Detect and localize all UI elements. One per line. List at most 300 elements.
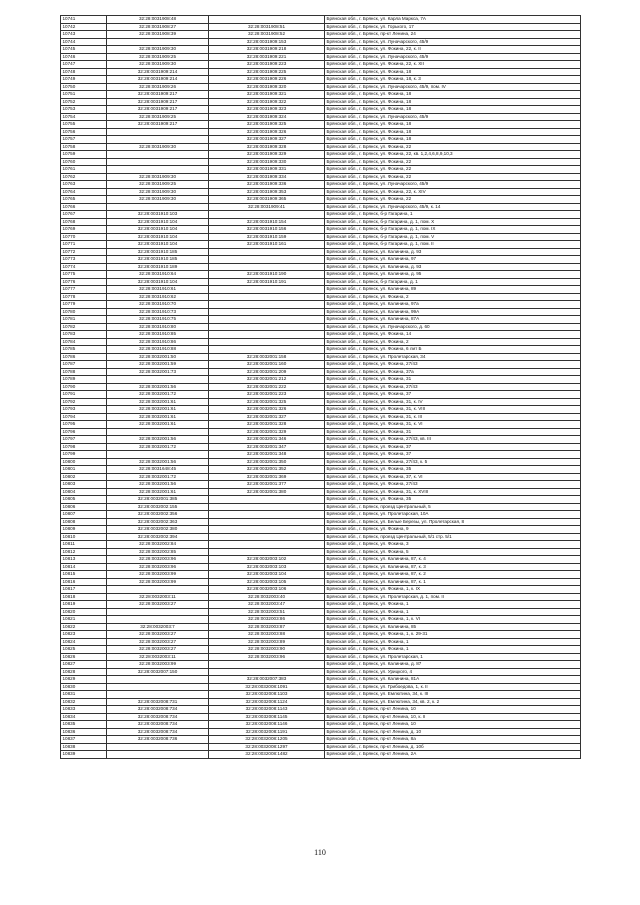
land-plot-number-cell: 32:28:0032002:85 <box>107 548 209 556</box>
row-number-cell: 10741 <box>61 16 107 24</box>
table-row <box>61 113 581 121</box>
land-plot-number-cell: 32:28:0031910:103 <box>107 211 209 219</box>
land-plot-number-cell: 32:28:0031909:30 <box>107 188 209 196</box>
object-number-cell: 32:28:0032001:209 <box>209 368 325 376</box>
address-cell: Брянская обл., г. Брянск, ул. Фокина, 22 <box>325 196 581 204</box>
address-cell: Брянская обл., г. Брянск, б-р Гагарина, д. 1, пом. IX <box>325 226 581 234</box>
row-number-cell: 10772 <box>61 248 107 256</box>
address-cell: Брянская обл., г. Брянск, ул. Фокина, 22 <box>325 158 581 166</box>
table-row <box>61 323 581 331</box>
page-number: 110 <box>314 848 326 857</box>
land-plot-number-cell: 32:28:0031910:61 <box>107 286 209 294</box>
row-number-cell: 10749 <box>61 76 107 84</box>
land-plot-number-cell: 32:28:0032001:59 <box>107 361 209 369</box>
land-plot-number-cell <box>107 676 209 684</box>
address-cell: Брянская обл., г. Брянск, ул. Фокина, 31, к. XVIII <box>325 488 581 496</box>
object-number-cell: 32:28:0032001:329 <box>209 428 325 436</box>
land-plot-number-cell: 32:28:0032008:736 <box>107 736 209 744</box>
row-number-cell: 10791 <box>61 391 107 399</box>
row-number-cell: 10789 <box>61 376 107 384</box>
land-plot-number-cell: 32:28:0031909:217 <box>107 121 209 129</box>
land-plot-number-cell: 32:28:0032007:150 <box>107 668 209 676</box>
land-plot-number-cell: 32:28:0032003:27 <box>107 646 209 654</box>
object-number-cell: 32:28:0031910:156 <box>209 226 325 234</box>
address-cell: Брянская обл., г. Брянск, ул. Фокина, 1 <box>325 601 581 609</box>
land-plot-number-cell <box>107 691 209 699</box>
table-row <box>61 76 581 84</box>
row-number-cell: 10743 <box>61 31 107 39</box>
address-cell: Брянская обл., г. Брянск, ул. Фокина, 22, кв. 1,2,4,6,8,9,10,3 <box>325 151 581 159</box>
object-number-cell <box>209 16 325 24</box>
object-number-cell: 32:28:0032003:103 <box>209 563 325 571</box>
table-row <box>61 601 581 609</box>
land-plot-number-cell <box>107 616 209 624</box>
address-cell: Брянская обл., г. Брянск, ул. Фокина, 22, к. XII <box>325 61 581 69</box>
address-cell: Брянская обл., г. Брянск, ул. Калинина, 81А <box>325 676 581 684</box>
row-number-cell: 10767 <box>61 211 107 219</box>
address-cell: Брянская обл., г. Брянск, ул. Фокина, 5 <box>325 548 581 556</box>
object-number-cell <box>209 548 325 556</box>
object-number-cell <box>209 338 325 346</box>
land-plot-number-cell: 32:28:0032001:56 <box>107 436 209 444</box>
table-row <box>61 721 581 729</box>
table-row <box>61 683 581 691</box>
object-number-cell <box>209 526 325 534</box>
table-row <box>61 248 581 256</box>
land-plot-number-cell: 32:28:0031909:30 <box>107 46 209 54</box>
object-number-cell: 32:28:0032003:106 <box>209 586 325 594</box>
table-row <box>61 593 581 601</box>
address-cell: Брянская обл., г. Брянск, ул. Фокина, 18 <box>325 106 581 114</box>
table-row <box>61 91 581 99</box>
object-number-cell: 32:28:0032001:348 <box>209 451 325 459</box>
object-number-cell: 32:28:0032001:222 <box>209 383 325 391</box>
table-row <box>61 361 581 369</box>
row-number-cell: 10820 <box>61 608 107 616</box>
address-cell: Брянская обл., г. Брянск, ул. Пролетарская, 1 <box>325 653 581 661</box>
table-row <box>61 196 581 204</box>
row-number-cell: 10753 <box>61 106 107 114</box>
land-plot-number-cell: 32:28:0031910:104 <box>107 218 209 226</box>
address-cell: Брянская обл., г. Брянск, проезд Центральный, 5/1 стр. 5/1 <box>325 533 581 541</box>
table-row <box>61 608 581 616</box>
address-cell: Брянская обл., г. Брянск, ул. Белые Березы, ул. Пролетарская, 8 <box>325 518 581 526</box>
address-cell: Брянская обл., г. Брянск, ул. Фокина, 27/43, к. 5 <box>325 458 581 466</box>
table-row <box>61 638 581 646</box>
address-cell: Брянская обл., г. Брянск, ул. Фокина, 37а <box>325 368 581 376</box>
address-cell: Брянская обл., г. Брянск, ул. Калинина, д. 87 <box>325 661 581 669</box>
row-number-cell: 10780 <box>61 308 107 316</box>
object-number-cell: 32:28:0032001:352 <box>209 466 325 474</box>
address-cell: Брянская обл., г. Брянск, ул. Фокина, 31, к. VIII <box>325 406 581 414</box>
row-number-cell: 10809 <box>61 526 107 534</box>
table-row <box>61 421 581 429</box>
table-row <box>61 173 581 181</box>
land-plot-number-cell: 32:28:0031910:70 <box>107 301 209 309</box>
land-plot-number-cell: 32:28:0032001:56 <box>107 383 209 391</box>
row-number-cell: 10799 <box>61 451 107 459</box>
land-plot-number-cell: 32:28:0032002:380 <box>107 526 209 534</box>
object-number-cell: 32:28:0032001:347 <box>209 443 325 451</box>
object-number-cell: 32:28:0032001:327 <box>209 413 325 421</box>
object-number-cell: 32:28:0031909:223 <box>209 61 325 69</box>
land-plot-number-cell: 32:28:0032008:734 <box>107 713 209 721</box>
address-cell: Брянская обл., г. Брянск, ул. Фокина, 1 <box>325 646 581 654</box>
land-plot-number-cell <box>107 151 209 159</box>
table-row <box>61 391 581 399</box>
object-number-cell <box>209 286 325 294</box>
land-plot-number-cell: 32:28:0032003:11 <box>107 593 209 601</box>
address-cell: Брянская обл., г. Брянск, ул. Фокина, 22 <box>325 166 581 174</box>
object-number-cell <box>209 661 325 669</box>
object-number-cell: 32:28:0032001:380 <box>209 488 325 496</box>
row-number-cell: 10834 <box>61 713 107 721</box>
row-number-cell: 10746 <box>61 53 107 61</box>
land-plot-number-cell: 32:28:0032001:61 <box>107 413 209 421</box>
object-number-cell: 32:28:0031909:324 <box>209 113 325 121</box>
table-row <box>61 706 581 714</box>
land-plot-number-cell: 32:28:0032001:61 <box>107 421 209 429</box>
table-row <box>61 61 581 69</box>
table-row <box>61 31 581 39</box>
address-cell: Брянская обл., г. Брянск, ул. Луначарского, д. 60 <box>325 323 581 331</box>
table-row <box>61 578 581 586</box>
row-number-cell: 10813 <box>61 556 107 564</box>
land-plot-number-cell <box>107 128 209 136</box>
object-number-cell: 32:28:0031910:190 <box>209 271 325 279</box>
land-plot-number-cell: 32:28:0031909:25 <box>107 181 209 189</box>
row-number-cell: 10802 <box>61 473 107 481</box>
table-row <box>61 413 581 421</box>
land-plot-number-cell: 32:28:0031910:64 <box>107 271 209 279</box>
row-number-cell: 10794 <box>61 413 107 421</box>
table-row <box>61 428 581 436</box>
table-row <box>61 53 581 61</box>
table-row <box>61 83 581 91</box>
row-number-cell: 10839 <box>61 751 107 759</box>
land-plot-number-cell <box>107 203 209 211</box>
row-number-cell: 10827 <box>61 661 107 669</box>
object-number-cell <box>209 256 325 264</box>
table-row <box>61 151 581 159</box>
object-number-cell: 32:28:0032003:96 <box>209 653 325 661</box>
table-row <box>61 158 581 166</box>
land-plot-number-cell: 32:28:0031910:80 <box>107 323 209 331</box>
row-number-cell: 10742 <box>61 23 107 31</box>
object-number-cell: 32:28:0031909:153 <box>209 38 325 46</box>
address-cell: Брянская обл., г. Брянск, ул. Фокина, 22 <box>325 143 581 151</box>
address-cell: Брянская обл., г. Брянск, пр-кт Ленина, 2А <box>325 751 581 759</box>
row-number-cell: 10775 <box>61 271 107 279</box>
object-number-cell: 32:28:0031910:161 <box>209 241 325 249</box>
land-plot-number-cell: 32:28:0032001:72 <box>107 443 209 451</box>
table-row <box>61 106 581 114</box>
table-row <box>61 68 581 76</box>
land-plot-number-cell: 32:28:0031908:39 <box>107 31 209 39</box>
address-cell: Брянская обл., г. Брянск, ул. Горького, 17 <box>325 23 581 31</box>
row-number-cell: 10776 <box>61 278 107 286</box>
object-number-cell: 32:28:0032001:346 <box>209 436 325 444</box>
registry-table <box>60 15 581 759</box>
table-row <box>61 16 581 24</box>
table-row <box>61 38 581 46</box>
address-cell: Брянская обл., г. Брянск, ул. Калинина, 85 <box>325 623 581 631</box>
address-cell: Брянская обл., г. Брянск, ул. Фокина, 18, к. 3 <box>325 76 581 84</box>
land-plot-number-cell <box>107 38 209 46</box>
address-cell: Брянская обл., г. Брянск, ул. Фокина, 18 <box>325 98 581 106</box>
object-number-cell: 32:28:0031909:331 <box>209 166 325 174</box>
table-row <box>61 623 581 631</box>
land-plot-number-cell: 32:28:0031648:45 <box>107 466 209 474</box>
row-number-cell: 10824 <box>61 638 107 646</box>
address-cell: Брянская обл., г. Брянск, ул. Фокина, 18 <box>325 128 581 136</box>
land-plot-number-cell: 32:28:0031909:30 <box>107 173 209 181</box>
row-number-cell: 10783 <box>61 331 107 339</box>
row-number-cell: 10774 <box>61 263 107 271</box>
row-number-cell: 10777 <box>61 286 107 294</box>
address-cell: Брянская обл., г. Брянск, ул. Фокина, 18 <box>325 91 581 99</box>
land-plot-number-cell: 32:28:0032001:61 <box>107 488 209 496</box>
row-number-cell: 10826 <box>61 653 107 661</box>
land-plot-number-cell <box>107 451 209 459</box>
land-plot-number-cell: 32:28:0032003:96 <box>107 563 209 571</box>
object-number-cell: 32:28:0032003:105 <box>209 578 325 586</box>
row-number-cell: 10771 <box>61 241 107 249</box>
table-row <box>61 503 581 511</box>
row-number-cell: 10831 <box>61 691 107 699</box>
land-plot-number-cell: 32:28:0031910:104 <box>107 278 209 286</box>
address-cell: Брянская обл., г. Брянск, ул. Калинина, 87, к. 3 <box>325 563 581 571</box>
table-row <box>61 368 581 376</box>
address-cell: Брянская обл., г. Брянск, пр-кт Ленина, д. 10 <box>325 728 581 736</box>
table-row <box>61 676 581 684</box>
land-plot-number-cell: 32:28:0032001:61 <box>107 398 209 406</box>
table-row <box>61 278 581 286</box>
land-plot-number-cell: 32:28:0031910:75 <box>107 316 209 324</box>
land-plot-number-cell: 32:28:0031910:104 <box>107 241 209 249</box>
object-number-cell: 32:28:0032008:1482 <box>209 751 325 759</box>
address-cell: Брянская обл., г. Брянск, ул. Фокина, 35 <box>325 496 581 504</box>
object-number-cell <box>209 518 325 526</box>
land-plot-number-cell: 32:28:0031910:85 <box>107 331 209 339</box>
land-plot-number-cell <box>107 158 209 166</box>
land-plot-number-cell: 32:28:0031909:217 <box>107 98 209 106</box>
land-plot-number-cell: 32:28:0031909:25 <box>107 113 209 121</box>
table-row <box>61 616 581 624</box>
object-number-cell: 32:28:0032008:1145 <box>209 713 325 721</box>
table-row <box>61 316 581 324</box>
row-number-cell: 10761 <box>61 166 107 174</box>
table-row <box>61 271 581 279</box>
land-plot-number-cell <box>107 428 209 436</box>
row-number-cell: 10830 <box>61 683 107 691</box>
table-row <box>61 188 581 196</box>
row-number-cell: 10808 <box>61 518 107 526</box>
object-number-cell <box>209 308 325 316</box>
address-cell: Брянская обл., г. Брянск, ул. Фокина, 31 <box>325 376 581 384</box>
address-cell: Брянская обл., г. Брянск, ул. Калинина, 87, к. 1 <box>325 578 581 586</box>
object-number-cell: 32:28:0032003:104 <box>209 571 325 579</box>
land-plot-number-cell: 32:28:0032001:72 <box>107 473 209 481</box>
table-row <box>61 398 581 406</box>
address-cell: Брянская обл., г. Брянск, пр-кт Ленина, 8а <box>325 736 581 744</box>
land-plot-number-cell: 32:28:0032001:50 <box>107 353 209 361</box>
row-number-cell: 10812 <box>61 548 107 556</box>
object-number-cell <box>209 293 325 301</box>
object-number-cell: 32:28:0031909:321 <box>209 91 325 99</box>
address-cell: Брянская обл., г. Брянск, ул. Фокина, 14 <box>325 331 581 339</box>
address-cell: Брянская обл., г. Брянск, ул. Пролетарская, 34 <box>325 353 581 361</box>
object-number-cell: 32:28:0031909:336 <box>209 181 325 189</box>
object-number-cell <box>209 248 325 256</box>
table-row <box>61 203 581 211</box>
address-cell: Брянская обл., г. Брянск, б-р Гагарина, 1 <box>325 211 581 219</box>
table-row <box>61 436 581 444</box>
address-cell: Брянская обл., г. Брянск, ул. Пролетарская, д. 1, пом. II <box>325 593 581 601</box>
row-number-cell: 10752 <box>61 98 107 106</box>
land-plot-number-cell: 32:28:0032008:734 <box>107 706 209 714</box>
object-number-cell: 32:28:0031908:51 <box>209 23 325 31</box>
table-row <box>61 631 581 639</box>
row-number-cell: 10751 <box>61 91 107 99</box>
land-plot-number-cell <box>107 608 209 616</box>
land-plot-number-cell: 32:28:0031908:48 <box>107 16 209 24</box>
object-number-cell: 32:28:0031909:329 <box>209 151 325 159</box>
row-number-cell: 10823 <box>61 631 107 639</box>
land-plot-number-cell: 32:28:0031910:104 <box>107 233 209 241</box>
object-number-cell: 32:28:0031909:225 <box>209 68 325 76</box>
object-number-cell: 32:28:0032008:1103 <box>209 691 325 699</box>
row-number-cell: 10778 <box>61 293 107 301</box>
row-number-cell: 10790 <box>61 383 107 391</box>
address-cell: Брянская обл., г. Брянск, ул. Пролетарская, 10А <box>325 511 581 519</box>
land-plot-number-cell: 32:28:0031910:185 <box>107 248 209 256</box>
table-row <box>61 23 581 31</box>
land-plot-number-cell: 32:28:0032008:734 <box>107 728 209 736</box>
land-plot-number-cell: 32:28:0032002:363 <box>107 518 209 526</box>
address-cell: Брянская обл., г. Брянск, ул. Фокина, 1 <box>325 638 581 646</box>
object-number-cell <box>209 511 325 519</box>
land-plot-number-cell: 32:28:0031910:189 <box>107 263 209 271</box>
table-row <box>61 376 581 384</box>
table-row <box>61 128 581 136</box>
object-number-cell <box>209 331 325 339</box>
table-row <box>61 698 581 706</box>
address-cell: Брянская обл., г. Брянск, ул. Луначарского, 45/9 <box>325 181 581 189</box>
address-cell: Брянская обл., г. Брянск, ул. Урицкого, 4 <box>325 668 581 676</box>
object-number-cell: 32:28:0031909:365 <box>209 196 325 204</box>
table-row <box>61 226 581 234</box>
address-cell: Брянская обл., г. Брянск, ул. Калинина, д. 93 <box>325 248 581 256</box>
address-cell: Брянская обл., г. Брянск, ул. Фокина, 1, к. 29-31 <box>325 631 581 639</box>
object-number-cell: 32:28:0032001:326 <box>209 406 325 414</box>
address-cell: Брянская обл., г. Брянск, ул. Фокина, 35 <box>325 466 581 474</box>
table-row <box>61 458 581 466</box>
land-plot-number-cell: 32:28:0032003:7 <box>107 623 209 631</box>
row-number-cell: 10781 <box>61 316 107 324</box>
land-plot-number-cell: 32:28:0032003:96 <box>107 556 209 564</box>
row-number-cell: 10832 <box>61 698 107 706</box>
address-cell: Брянская обл., г. Брянск, ул. Калинина, 87, к. 4 <box>325 556 581 564</box>
table-row <box>61 286 581 294</box>
row-number-cell: 10805 <box>61 496 107 504</box>
table-row <box>61 488 581 496</box>
land-plot-number-cell: 32:28:0032002:84 <box>107 541 209 549</box>
row-number-cell: 10759 <box>61 151 107 159</box>
land-plot-number-cell: 32:28:0031908:27 <box>107 23 209 31</box>
row-number-cell: 10838 <box>61 743 107 751</box>
address-cell: Брянская обл., г. Брянск, ул. Фокина, 37, к. VI <box>325 473 581 481</box>
table-row <box>61 383 581 391</box>
object-number-cell: 32:28:0032001:377 <box>209 481 325 489</box>
row-number-cell: 10769 <box>61 226 107 234</box>
row-number-cell: 10788 <box>61 368 107 376</box>
land-plot-number-cell: 32:28:0032001:61 <box>107 406 209 414</box>
object-number-cell: 32:28:0031909:326 <box>209 128 325 136</box>
row-number-cell: 10806 <box>61 503 107 511</box>
table-row <box>61 518 581 526</box>
object-number-cell: 32:28:0032008:1091 <box>209 683 325 691</box>
address-cell: Брянская обл., г. Брянск, ул. Фокина, 18 <box>325 136 581 144</box>
table-row <box>61 751 581 759</box>
object-number-cell: 32:28:0031909:221 <box>209 53 325 61</box>
object-number-cell: 32:28:0032003:47 <box>209 601 325 609</box>
table-row <box>61 473 581 481</box>
address-cell: Брянская обл., г. Брянск, б-р Гагарина, д. 1, пом. II <box>325 241 581 249</box>
address-cell: Брянская обл., г. Брянск, ул. Фокина, 22 <box>325 173 581 181</box>
row-number-cell: 10756 <box>61 128 107 136</box>
land-plot-number-cell: 32:28:0031909:26 <box>107 83 209 91</box>
address-cell: Брянская обл., г. Брянск, ул. Калинина, 97а <box>325 301 581 309</box>
row-number-cell: 10821 <box>61 616 107 624</box>
object-number-cell: 32:28:0032003:51 <box>209 608 325 616</box>
table-row <box>61 256 581 264</box>
address-cell: Брянская обл., г. Брянск, б-р Гагарина, д. 1, пом. X <box>325 218 581 226</box>
object-number-cell <box>209 323 325 331</box>
land-plot-number-cell: 32:28:0032001:385 <box>107 496 209 504</box>
table-row <box>61 563 581 571</box>
row-number-cell: 10755 <box>61 121 107 129</box>
row-number-cell: 10785 <box>61 346 107 354</box>
object-number-cell <box>209 503 325 511</box>
address-cell: Брянская обл., г. Брянск, б-р Гагарина, д. 1, пом. V <box>325 233 581 241</box>
object-number-cell: 32:28:0031910:154 <box>209 218 325 226</box>
row-number-cell: 10800 <box>61 458 107 466</box>
address-cell: Брянская обл., г. Брянск, пр-кт Ленина, 10 <box>325 721 581 729</box>
address-cell: Брянская обл., г. Брянск, ул. Фокина, 22, к. XIV <box>325 188 581 196</box>
table-row <box>61 218 581 226</box>
table-row <box>61 481 581 489</box>
address-cell: Брянская обл., г. Брянск, ул. Фокина, 1, к. VI <box>325 616 581 624</box>
address-cell: Брянская обл., г. Брянск, ул. Луначарского, 45/9, к. 14 <box>325 203 581 211</box>
row-number-cell: 10818 <box>61 593 107 601</box>
land-plot-number-cell: 32:28:0032003:99 <box>107 578 209 586</box>
land-plot-number-cell: 32:28:0031909:214 <box>107 76 209 84</box>
row-number-cell: 10786 <box>61 353 107 361</box>
address-cell: Брянская обл., г. Брянск, ул. Калинина, 99А <box>325 308 581 316</box>
land-plot-number-cell: 32:28:0031909:217 <box>107 91 209 99</box>
table-row <box>61 353 581 361</box>
land-plot-number-cell: 32:28:0032003:99 <box>107 661 209 669</box>
row-number-cell: 10768 <box>61 218 107 226</box>
address-cell: Брянская обл., г. Брянск, б-р Гагарина, д. 1 <box>325 278 581 286</box>
row-number-cell: 10763 <box>61 181 107 189</box>
address-cell: Брянская обл., г. Брянск, ул. Фокина, 37 <box>325 391 581 399</box>
object-number-cell: 32:28:0031910:159 <box>209 233 325 241</box>
object-number-cell: 32:28:0032008:1146 <box>209 721 325 729</box>
table-row <box>61 308 581 316</box>
address-cell: Брянская обл., г. Брянск, ул. Фокина, 18 <box>325 121 581 129</box>
